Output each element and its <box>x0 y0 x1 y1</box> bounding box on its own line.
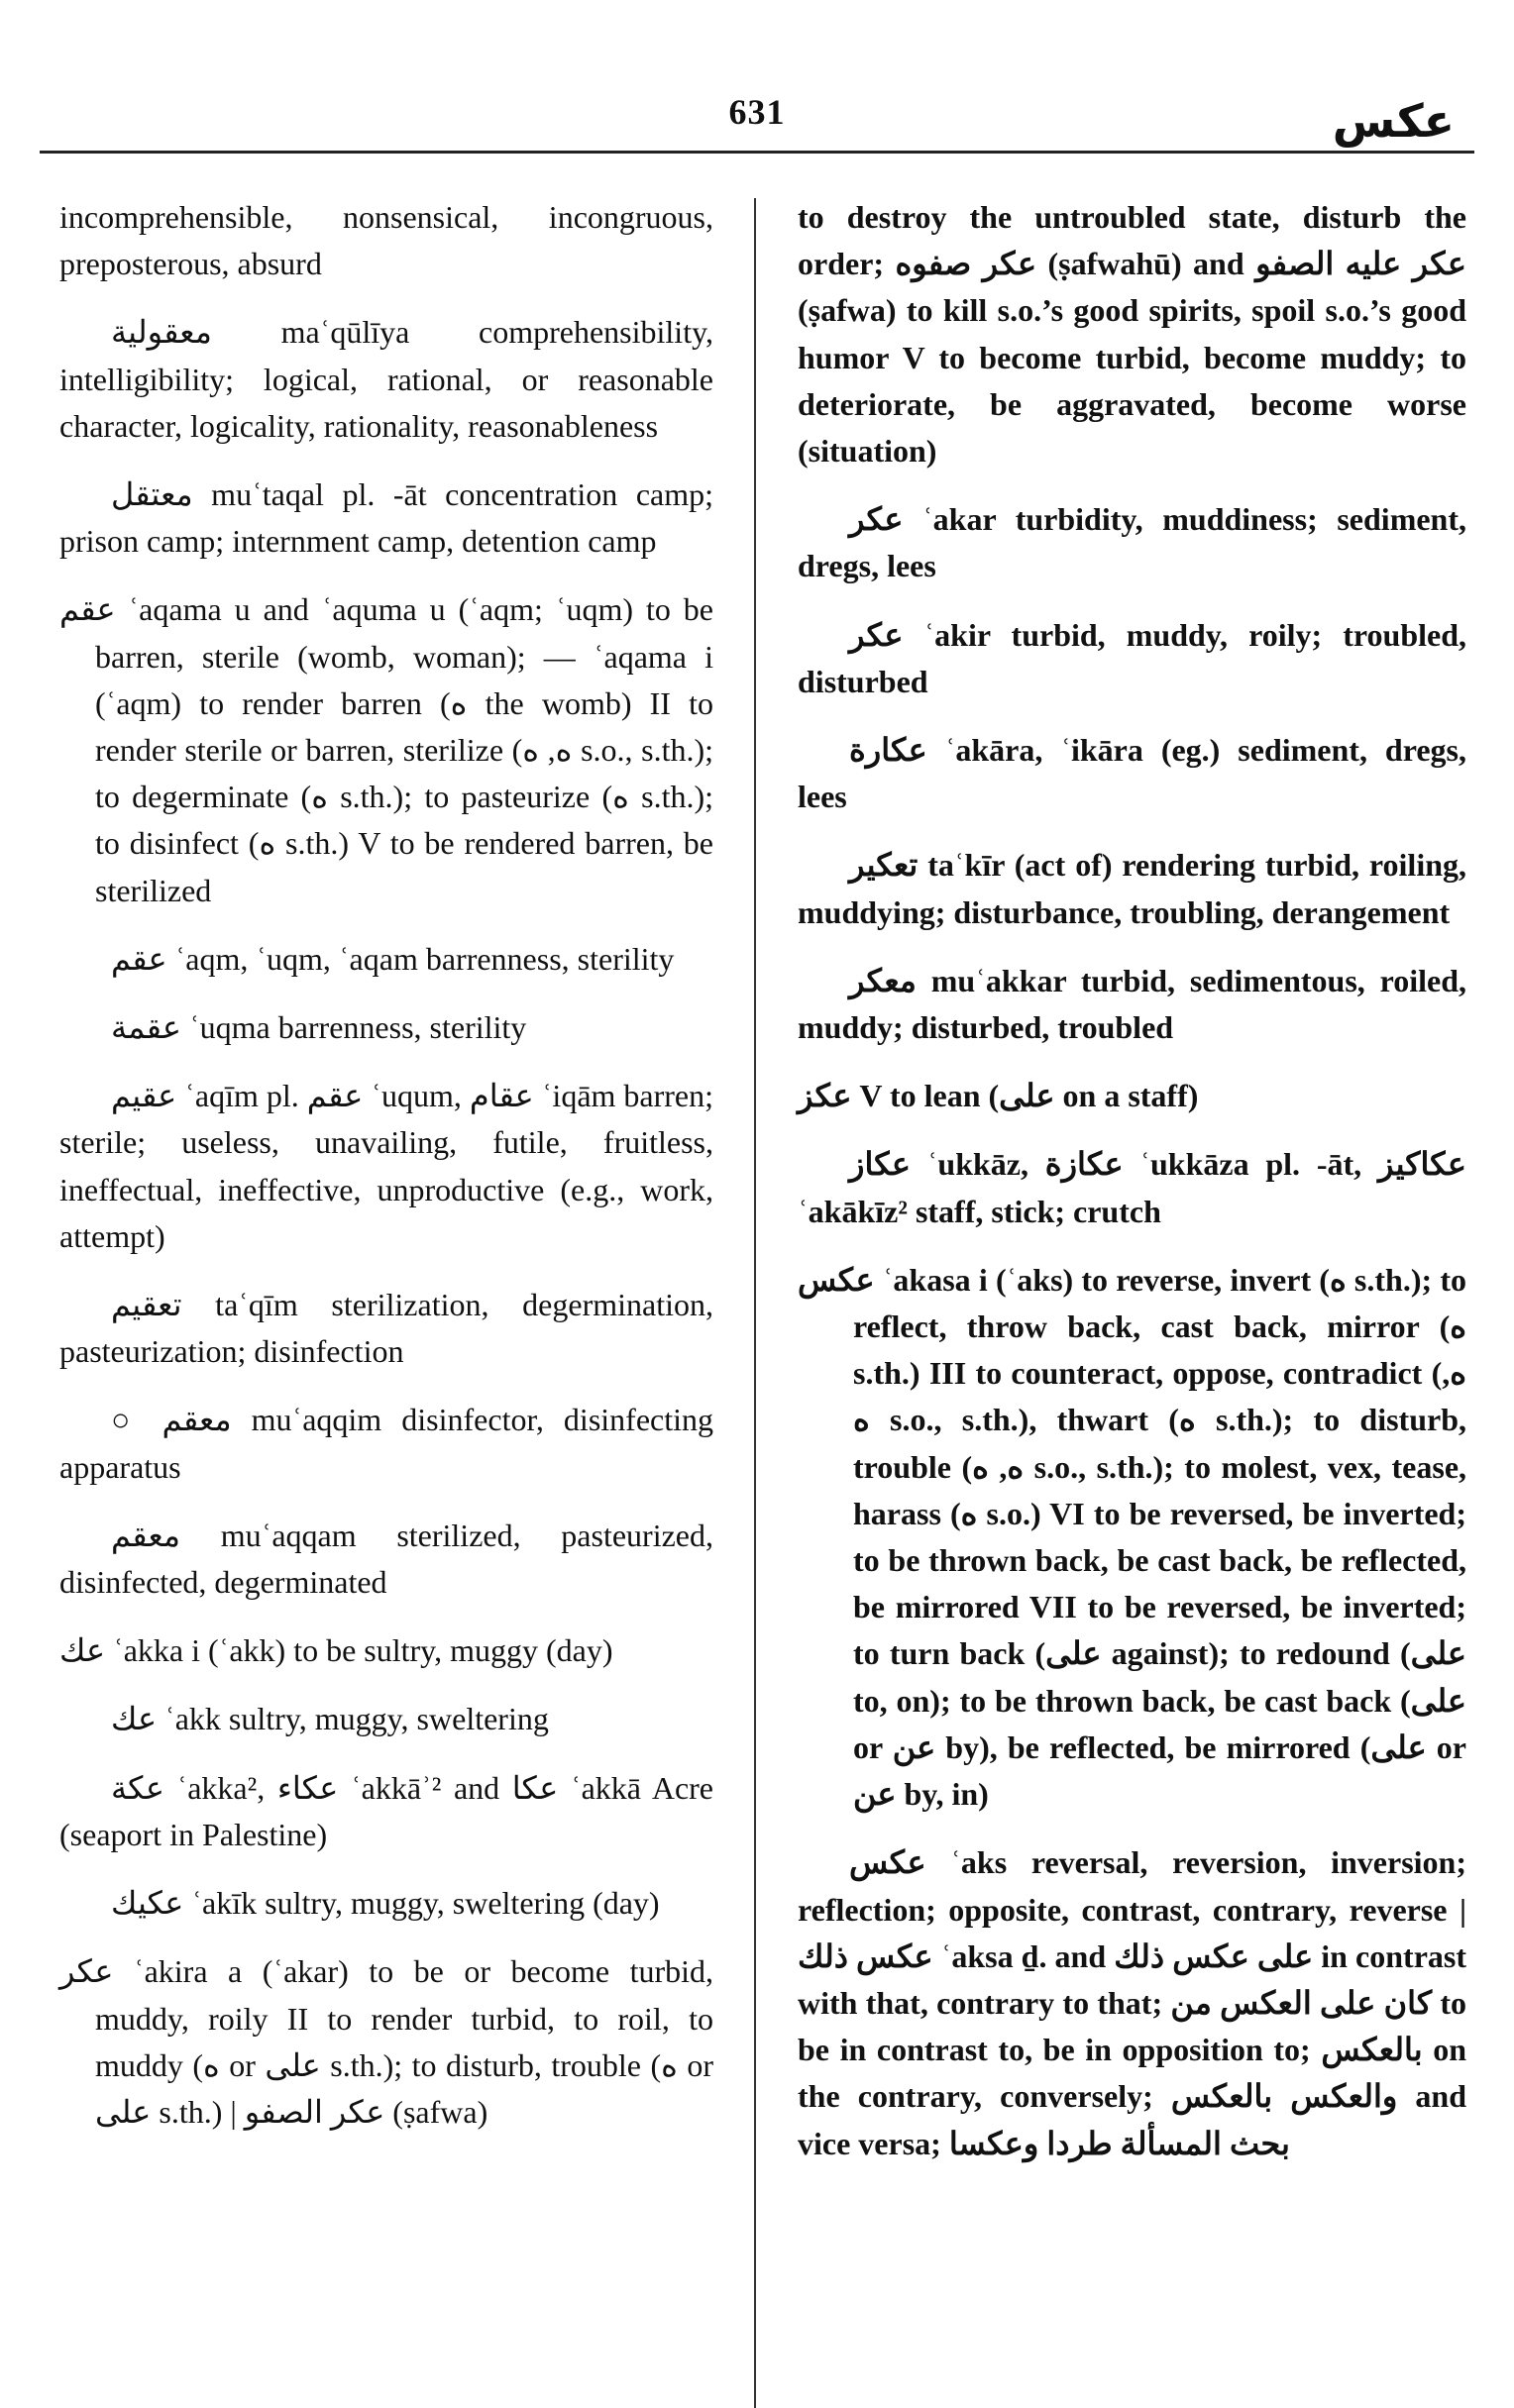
dictionary-entry: معقولية maʿqūlīya comprehensibility, intelligibility; logical, rational, or reasonable character, logicality, rationality, reasonableness <box>59 314 713 444</box>
dictionary-entry: عكر ʿakar turbidity, muddiness; sediment, dregs, lees <box>798 501 1466 584</box>
right-column <box>798 194 1466 2189</box>
column-divider <box>754 198 756 2408</box>
dictionary-entry: to destroy the untroubled state, disturb the order; عكر صفوه (ṣafwahū) and عكر عليه الصفو (ṣafwa) to kill s.o.’s good spirits, spoil s.o.’s good humor V to become turbid, become muddy; to deteriorate, be aggravated, become worse (situation) <box>798 199 1467 470</box>
dictionary-entry: ○ معقم muʿaqqim disinfector, disinfecting apparatus <box>59 1402 714 1485</box>
dictionary-entry: عكيك ʿakīk sultry, muggy, sweltering (day) <box>111 1885 660 1922</box>
dictionary-entry: عكر ʿakir turbid, muddy, roily; troubled, disturbed <box>798 616 1466 699</box>
dictionary-entry: عقيم ʿaqīm pl. عقم ʿuqum, عقام ʿiqām barren; sterile; useless, unavailing, futile, fruitless, ineffectual, ineffective, unproductive (e.g., work, attempt) <box>59 1078 714 1254</box>
dictionary-entry: تعقيم taʿqīm sterilization, degermination, pasteurization; disinfection <box>59 1287 713 1370</box>
dictionary-entry: عكاز ʿukkāz, عكازة ʿukkāza pl. -āt, عكاكيز ʿakākīz² staff, stick; crutch <box>798 1146 1466 1229</box>
left-column <box>59 194 713 2157</box>
root-entry: عكر ʿakira a (ʿakar) to be or become turbid, muddy, roily II to render turbid, to roil, to muddy (ه or على s.th.); to disturb, trouble (ه or على s.th.) | عكر الصفو (ṣafwa) <box>59 1953 714 2130</box>
dictionary-entry: معكر muʿakkar turbid, sedimentous, roiled, muddy; disturbed, troubled <box>798 962 1466 1046</box>
root-entry: عك ʿakka i (ʿakk) to be sultry, muggy (day) <box>59 1632 613 1669</box>
dictionary-entry: عك ʿakk sultry, muggy, sweltering <box>111 1701 549 1737</box>
dictionary-entry: عكس ʿaks reversal, reversion, inversion; reflection; opposite, contrast, contrary, reverse | عكس ذلك ʿaksa ḏ. and على عكس ذلك in contrast with that, contrary to that; كان على العكس من to be in contrast to, be in opposition to; بالعكس on the contrary, conversely; والعكس بالعكس and vice versa; بحث المسألة طردا وعكسا <box>798 1844 1467 2161</box>
page-number: 631 <box>728 92 786 132</box>
dictionary-entry: عكارة ʿakāra, ʿikāra (eg.) sediment, dregs, lees <box>798 732 1466 815</box>
dictionary-entry: معقم muʿaqqam sterilized, pasteurized, disinfected, degerminated <box>59 1517 713 1601</box>
root-entry: عكس ʿakasa i (ʿaks) to reverse, invert (ه s.th.); to reflect, throw back, cast back, mirror (ه s.th.) III to counteract, oppose, contradict (ه, ه s.o., s.th.), thwart (ه s.th.); to disturb, trouble (ه, ه s.o., s.th.); to molest, vex, tease, harass (ه s.o.) VI to be reversed, be inverted; to be thrown back, be cast back, be reflected, be mirrored VII to be reversed, be inverted; to turn back (على against); to redound (على to, on); to be thrown back, be cast back (على or عن by), be reflected, be mirrored (على or عن by, in) <box>798 1261 1467 1813</box>
dictionary-entry: معتقل muʿtaqal pl. -āt concentration camp; prison camp; internment camp, detention camp <box>59 476 713 560</box>
dictionary-entry: عقمة ʿuqma barrenness, sterility <box>111 1009 527 1046</box>
dictionary-entry: تعكير taʿkīr (act of) rendering turbid, roiling, muddying; disturbance, troubling, derangement <box>798 847 1466 930</box>
dictionary-entry: عكة ʿakka², عكاء ʿakkāʾ² and عكا ʿakkā Acre (seaport in Palestine) <box>59 1769 714 1852</box>
header-rule <box>40 151 1474 154</box>
root-entry: عقم ʿaqama u and ʿaquma u (ʿaqm; ʿuqm) to be barren, sterile (womb, woman); — ʿaqama i (ʿaqm) to render barren (ه the womb) II to render sterile or barren, sterilize (ه, ه s.o., s.th.); to degerminate (ه s.th.); to pasteurize (ه s.th.); to disinfect (ه s.th.) V to be rendered barren, be sterilized <box>59 591 714 908</box>
dictionary-entry: عقم ʿaqm, ʿuqm, ʿaqam barrenness, sterility <box>111 940 675 977</box>
running-headword: عكس <box>1332 94 1455 148</box>
dictionary-entry: incomprehensible, nonsensical, incongruous, preposterous, absurd <box>59 199 713 282</box>
root-entry: عكز V to lean (على on a staff) <box>798 1078 1199 1114</box>
